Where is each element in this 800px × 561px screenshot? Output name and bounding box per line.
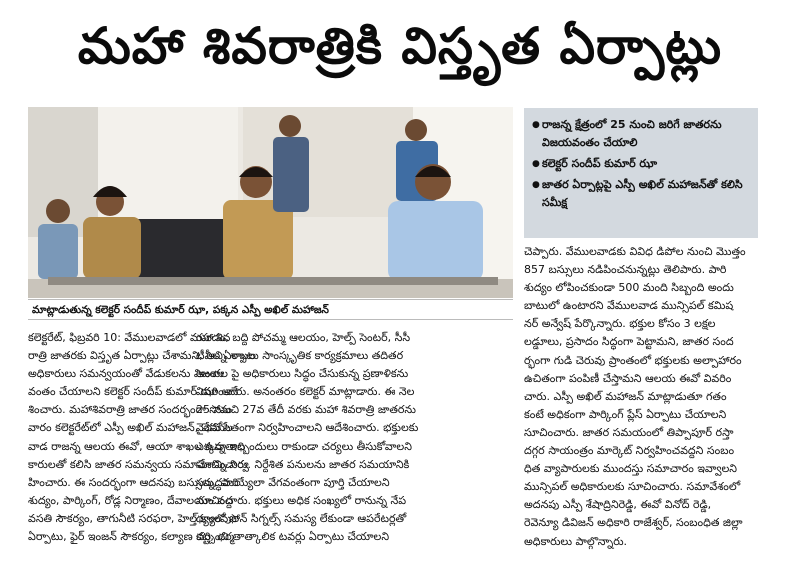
text-line: దగ్గర సాయంత్రం మార్కెట్ నిర్వహించవద్దని సంబం — [524, 444, 735, 458]
text-line: ఎక్కడా ఇబ్బందులు రాకుండా చర్యలు తీసుకోవాలని — [196, 439, 412, 453]
text-line: ఉచితంగా పంపిణీ చేస్తామని ఆలయ ఈవో వివరిం — [524, 371, 732, 385]
text-line: శించారు. మహాశివరాత్రి జాతర సందర్భంగా సోమ — [28, 403, 232, 417]
text-line: హించారు. ఈ సందర్భంగా ఆదనపు బస్సులు, పారి — [28, 475, 239, 489]
highlight-item — [532, 116, 752, 152]
article-column-2 — [196, 329, 514, 546]
text-line: సన్నద్ధమయ్యేలా వేగవంతంగా పూర్తి చేయాలని — [196, 475, 390, 489]
text-line: చర్చించి తాత్కాలిక టవర్లు ఏర్పాటు చేయాలని — [196, 530, 390, 544]
bullet-icon: ● — [532, 159, 540, 169]
text-line: అధికారులు పాల్గొన్నారు. — [524, 534, 628, 548]
highlight-item — [532, 176, 752, 212]
text-line: రెవెన్యూ డివిజన్ అధికారి రాజేశ్వర్, సంబంధిత జిల్లా — [524, 516, 743, 530]
highlight-text: కలెక్టర్ సందీప్ కుమార్ ఝా — [542, 157, 658, 170]
text-line: అదనపు ఎస్పీ శేషాద్రినిరెడ్డి, ఈవో వినోద్ రెడ్డి, — [524, 498, 712, 512]
text-line: అంశాల పై అధికారులు సిద్ధం చేసుకున్న ప్రణాళికను — [196, 367, 409, 381]
text-line: బాటులో ఉంటారని వేములవాడ మున్సిపల్ కమిష — [524, 299, 734, 313]
highlights-box — [524, 108, 758, 238]
text-line: రాత్రి జాతరకు విస్తృత ఏర్పాట్లు చేశామని, అన్ని శాఖల — [28, 349, 256, 363]
highlight-item — [532, 155, 752, 173]
text-line: టీవీల ఏర్పాటు సాంస్కృతిక కార్యక్రమాలు తదితర — [196, 349, 404, 363]
text-line: సూచించారు. భక్తులు అధిక సంఖ్యలో రానున్న నేప — [196, 493, 407, 507]
text-line: కంటే అధికంగా పార్కింగ్ ప్లేస్ ఏర్పాటు చేయాలని — [524, 407, 727, 421]
highlight-text: జాతర ఏర్పాట్లపై ఎస్పీ అఖిల్ మహాజన్‌తో కలిసి సమీక్ష — [542, 178, 743, 209]
text-line: శుద్యం, పార్కింగ్, రోడ్ల నిర్మాణం, దేవాలయం వద్ద — [28, 493, 233, 507]
text-line: లడ్డూలు, ప్రసాదం సిద్ధంగా పెట్టామని, జాతర సంద — [524, 335, 734, 349]
text-line: అధికారులు సమన్వయంతో వేడుకలను విజయ — [28, 367, 224, 381]
text-line: థ్యంలో ఫోన్ సిగ్నల్స్ సమస్య లేకుండా ఆపరేటర్లతో — [196, 511, 407, 525]
text-line: చారు. ఎస్పీ అఖిల్ మహాజన్ మాట్లాడుతూ గతం — [524, 389, 727, 403]
text-line: వివరించారు. అనంతరం కలెక్టర్ మాట్లాడారు. ఈ నెల — [196, 385, 415, 399]
bullet-icon: ● — [532, 180, 540, 190]
text-line: ధిత వ్యాపారులకు ముందస్తు సమాచారం ఇవ్వాలని — [524, 462, 737, 476]
news-photo — [28, 107, 513, 298]
headline: మహా శివరాత్రికి విస్తృత ఏర్పాట్లు — [77, 16, 723, 75]
highlight-text: రాజన్న క్షేత్రంలో 25 నుంచి జరిగే జాతరను విజయవంతం చేయాలి — [542, 118, 722, 149]
text-line: వసతి సౌకర్యం, తాగునీటి సరఫరా, హెల్త్ క్యాంపుల — [28, 511, 240, 525]
text-line: మున్సిపల్ అధికారులకు సూచించారు. సమావేశంలో — [524, 480, 741, 494]
photo-caption: మాట్లాడుతున్న కలెక్టర్ సందీప్ కుమార్ ఝా, పక్కన ఎస్పీ అఖిల్ మహాజన్ — [28, 299, 513, 320]
article-column-1 — [28, 329, 256, 546]
text-line: వంతం చేయాలని కలెక్టర్ సందీప్ కుమార్ ఝా ఆదే — [28, 385, 239, 399]
text-line: శుద్యం లోపించకుండా 500 మంది సిబ్బంది అందు — [524, 281, 734, 295]
text-line: చెప్పారు. వేములవాడకు వివిధ డిపోల నుంచి మొత్తం — [524, 245, 746, 258]
text-line: సూచించారు. నిర్దేశిత పనులను జాతర సమయానికి — [196, 457, 410, 471]
text-line: వారం కలెక్టరేట్‌లో ఎస్పీ అఖిల్ మహాజన్, వేముల — [28, 421, 233, 435]
text-line: వైభవోపేతంగా నిర్వహించాలని ఆదేశించారు. భక్తులకు — [196, 421, 419, 435]
text-line: సూచించారు. జాతర సమయంలో తిప్పాపూర్ రస్తా — [524, 425, 734, 439]
text-line: కలెక్టరేట్, ఫిబ్రవరి 10: వేములవాడలో మహా శివ — [28, 331, 231, 344]
text-line: వాడ రాజన్న ఆలయ ఈవో, ఆయా శాఖల ఉన్నతాధి — [28, 439, 245, 453]
text-line: ర్భంగా గుడి చెరువు ప్రాంతంలో భక్తులకు అల్పాహారం — [524, 353, 742, 367]
text-line: గుండం, బద్ది పోచమ్మ ఆలయం, హెల్ప్ సెంటర్, సీసీ — [196, 331, 411, 344]
article-column-3 — [524, 243, 760, 551]
text-line: ఏర్పాటు, ఫైర్ ఇంజన్ సౌకర్యం, కల్యాణ కట్ట, ధర్మ — [28, 530, 235, 544]
text-line: నర్ అన్వేష్ పేర్కొన్నారు. భక్తుల కోసం 3 లక్షల — [524, 317, 716, 331]
text-line: కారులతో కలిసి జాతర సమన్వయ సమావేశాన్ని నిర్వ — [28, 457, 249, 471]
bullet-icon: ● — [532, 120, 540, 130]
text-line: 857 బస్సులు నడిపించనున్నట్లు తెలిపారు. పారి — [524, 263, 727, 277]
text-line: 25 నుంచి 27వ తేదీ వరకు మహా శివరాత్రి జాతరను — [196, 403, 416, 417]
